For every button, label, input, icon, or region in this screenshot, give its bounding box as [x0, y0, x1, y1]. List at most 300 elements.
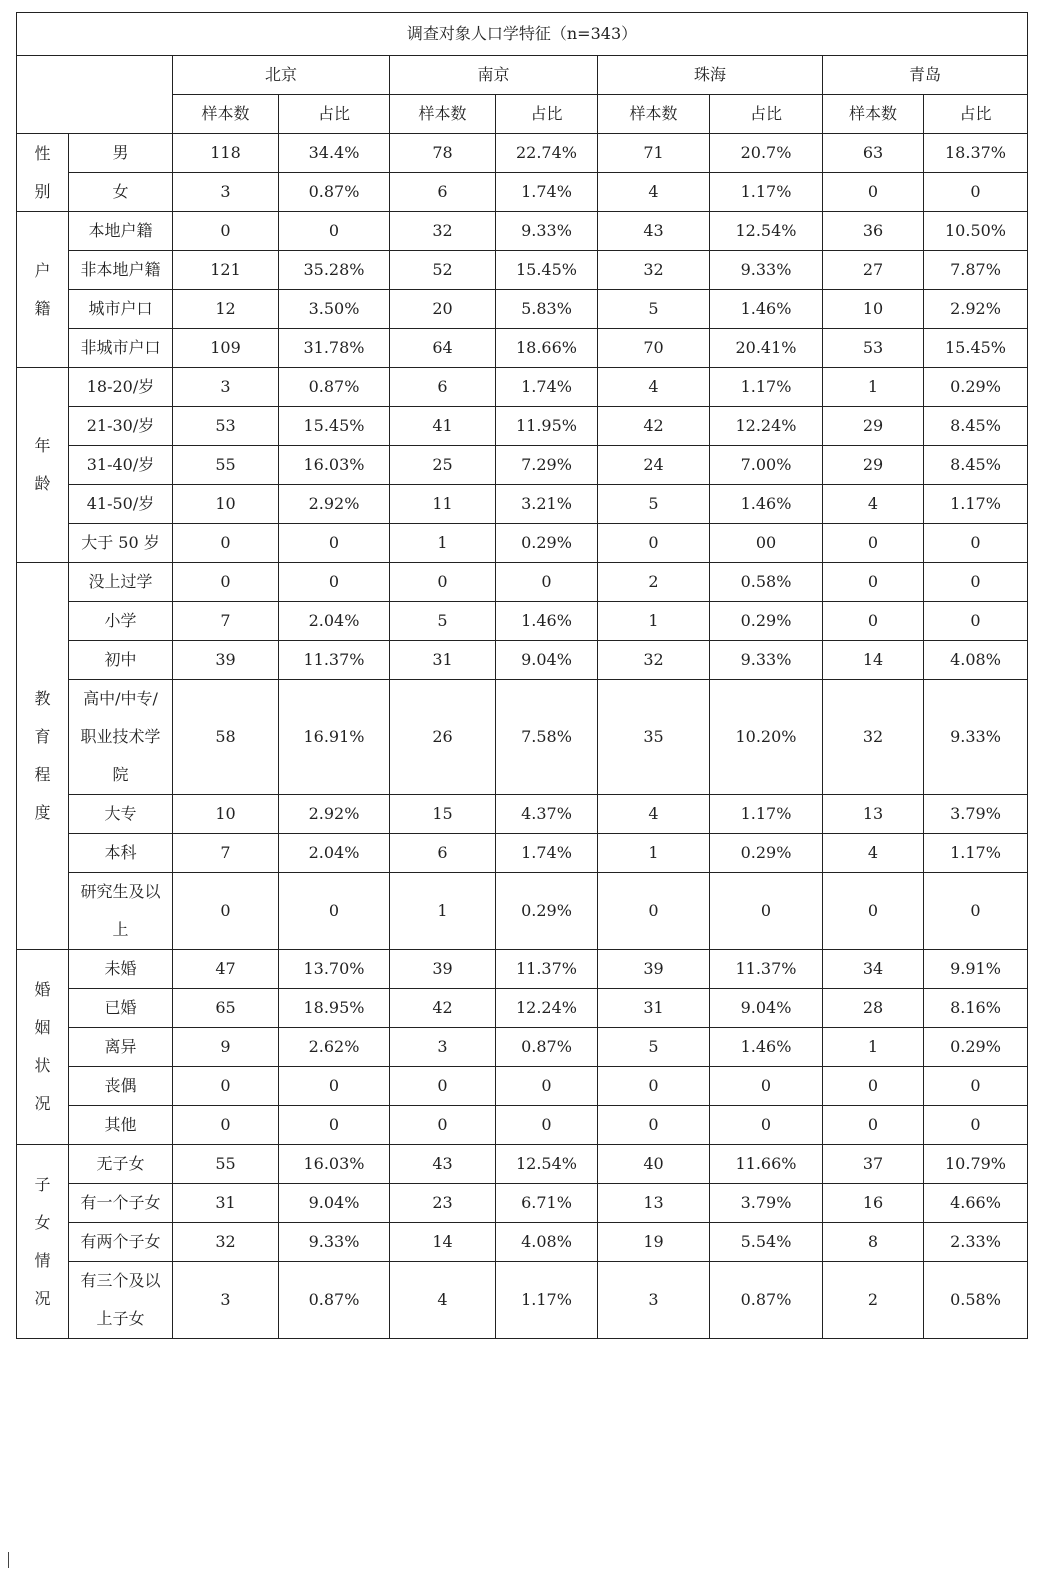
share-cell: 34.4%: [279, 134, 390, 173]
count-cell: 29: [823, 407, 924, 446]
city-header-nanjing: 南京: [390, 56, 598, 95]
share-cell: 9.33%: [710, 251, 823, 290]
subheader-share: 占比: [279, 95, 390, 134]
row-label: [69, 329, 173, 368]
count-cell: 39: [390, 950, 496, 989]
row-label-text: 本地户籍: [88, 221, 153, 240]
subheader-count: 样本数: [390, 95, 496, 134]
row-label-text: 没上过学: [88, 572, 153, 591]
table-row: [17, 989, 1028, 1028]
share-cell: 2.92%: [279, 795, 390, 834]
share-cell: 0: [924, 173, 1028, 212]
count-cell: 32: [598, 641, 710, 680]
share-cell: 15.45%: [496, 251, 598, 290]
count-cell: 0: [173, 212, 279, 251]
count-cell: 9: [173, 1028, 279, 1067]
row-label-text: 有一个子女: [80, 1193, 161, 1212]
subheader-share: 占比: [924, 95, 1028, 134]
row-label: [69, 950, 173, 989]
row-label: [69, 251, 173, 290]
count-cell: 0: [390, 563, 496, 602]
count-cell: 25: [390, 446, 496, 485]
share-cell: 16.03%: [279, 1145, 390, 1184]
share-cell: 0: [924, 873, 1028, 950]
count-cell: 4: [598, 368, 710, 407]
count-cell: 3: [173, 368, 279, 407]
count-cell: 3: [390, 1028, 496, 1067]
count-cell: 29: [823, 446, 924, 485]
count-cell: 0: [823, 563, 924, 602]
count-cell: 4: [598, 795, 710, 834]
share-cell: 3.79%: [710, 1184, 823, 1223]
table-row: [17, 950, 1028, 989]
count-cell: 64: [390, 329, 496, 368]
share-cell: 0.87%: [279, 1262, 390, 1339]
count-cell: 12: [173, 290, 279, 329]
count-cell: 2: [598, 563, 710, 602]
table-row: [17, 680, 1028, 795]
row-label: [69, 1145, 173, 1184]
count-cell: 15: [390, 795, 496, 834]
row-label: [69, 1184, 173, 1223]
share-cell: 0.87%: [710, 1262, 823, 1339]
row-label-text: 41-50/岁: [86, 494, 155, 513]
count-cell: 3: [173, 173, 279, 212]
count-cell: 14: [390, 1223, 496, 1262]
row-label: [69, 1262, 173, 1339]
demographics-table: [16, 12, 1028, 1339]
table-row: [17, 1223, 1028, 1262]
row-label-text: 有两个子女: [80, 1232, 161, 1251]
share-cell: 12.54%: [710, 212, 823, 251]
count-cell: 31: [173, 1184, 279, 1223]
row-label-text: 非本地户籍: [80, 260, 161, 279]
count-cell: 0: [823, 873, 924, 950]
count-cell: 3: [598, 1262, 710, 1339]
table-row: [17, 1184, 1028, 1223]
count-cell: 28: [823, 989, 924, 1028]
row-label-text: 初中: [104, 650, 137, 669]
share-cell: 8.45%: [924, 446, 1028, 485]
count-cell: 10: [823, 290, 924, 329]
count-cell: 0: [823, 173, 924, 212]
count-cell: 1: [598, 834, 710, 873]
share-cell: 0: [710, 1067, 823, 1106]
count-cell: 41: [390, 407, 496, 446]
count-cell: 0: [173, 873, 279, 950]
table-row: [17, 134, 1028, 173]
count-cell: 43: [390, 1145, 496, 1184]
share-cell: 0: [496, 563, 598, 602]
share-cell: 1.46%: [710, 485, 823, 524]
row-label: [69, 563, 173, 602]
count-cell: 1: [390, 524, 496, 563]
count-cell: 118: [173, 134, 279, 173]
share-cell: 1.46%: [496, 602, 598, 641]
row-label-text: 女: [112, 182, 129, 201]
count-cell: 40: [598, 1145, 710, 1184]
share-cell: 0: [496, 1106, 598, 1145]
count-cell: 19: [598, 1223, 710, 1262]
subheader-count: 样本数: [823, 95, 924, 134]
city-header-beijing: 北京: [173, 56, 390, 95]
share-cell: 11.37%: [496, 950, 598, 989]
share-cell: 4.66%: [924, 1184, 1028, 1223]
count-cell: 0: [390, 1106, 496, 1145]
share-cell: 10.50%: [924, 212, 1028, 251]
table-row: [17, 290, 1028, 329]
count-cell: 4: [823, 834, 924, 873]
share-cell: 10.79%: [924, 1145, 1028, 1184]
count-cell: 71: [598, 134, 710, 173]
share-cell: 16.91%: [279, 680, 390, 795]
share-cell: 0: [924, 563, 1028, 602]
count-cell: 53: [823, 329, 924, 368]
city-header-zhuhai: 珠海: [598, 56, 823, 95]
count-cell: 0: [173, 563, 279, 602]
row-label-text: 离异: [104, 1037, 137, 1056]
city-header-qingdao: 青岛: [823, 56, 1028, 95]
row-label: [69, 485, 173, 524]
count-cell: 24: [598, 446, 710, 485]
count-cell: 121: [173, 251, 279, 290]
count-cell: 55: [173, 446, 279, 485]
share-cell: 16.03%: [279, 446, 390, 485]
share-cell: 35.28%: [279, 251, 390, 290]
row-label: [69, 795, 173, 834]
row-label: [69, 1067, 173, 1106]
count-cell: 13: [823, 795, 924, 834]
row-label: [69, 834, 173, 873]
row-label-text: 男: [112, 143, 129, 162]
count-cell: 53: [173, 407, 279, 446]
count-cell: 0: [598, 873, 710, 950]
count-cell: 5: [598, 1028, 710, 1067]
row-label-text: 有三个及以上子女: [80, 1271, 161, 1328]
group-label: [17, 368, 69, 563]
share-cell: 18.95%: [279, 989, 390, 1028]
count-cell: 13: [598, 1184, 710, 1223]
row-label: [69, 680, 173, 795]
share-cell: 0: [710, 1106, 823, 1145]
share-cell: 2.92%: [924, 290, 1028, 329]
table-row: [17, 212, 1028, 251]
share-cell: 3.21%: [496, 485, 598, 524]
subheader-share: 占比: [710, 95, 823, 134]
row-label: [69, 602, 173, 641]
count-cell: 31: [390, 641, 496, 680]
share-cell: 0.29%: [924, 1028, 1028, 1067]
row-label-text: 未婚: [104, 959, 137, 978]
count-cell: 6: [390, 173, 496, 212]
share-cell: 7.58%: [496, 680, 598, 795]
count-cell: 32: [598, 251, 710, 290]
share-cell: 9.04%: [496, 641, 598, 680]
share-cell: 1.17%: [710, 795, 823, 834]
table-row: [17, 485, 1028, 524]
share-cell: 0.58%: [924, 1262, 1028, 1339]
row-label-text: 城市户口: [88, 299, 153, 318]
count-cell: 109: [173, 329, 279, 368]
share-cell: 9.33%: [496, 212, 598, 251]
count-cell: 23: [390, 1184, 496, 1223]
count-cell: 1: [598, 602, 710, 641]
count-cell: 34: [823, 950, 924, 989]
subheader-count: 样本数: [173, 95, 279, 134]
group-label: [17, 212, 69, 368]
count-cell: 4: [598, 173, 710, 212]
share-cell: 1.74%: [496, 173, 598, 212]
row-label-text: 18-20/岁: [86, 377, 155, 396]
group-label-text: 教育程度: [34, 689, 51, 822]
count-cell: 20: [390, 290, 496, 329]
share-cell: 1.74%: [496, 368, 598, 407]
share-cell: 0: [496, 1067, 598, 1106]
title-row: [17, 13, 1028, 56]
table-row: [17, 602, 1028, 641]
share-cell: 18.66%: [496, 329, 598, 368]
share-cell: 11.95%: [496, 407, 598, 446]
table-row: [17, 563, 1028, 602]
share-cell: 1.17%: [924, 485, 1028, 524]
share-cell: 5.83%: [496, 290, 598, 329]
share-cell: 12.54%: [496, 1145, 598, 1184]
share-cell: 8.45%: [924, 407, 1028, 446]
share-cell: 0: [279, 1106, 390, 1145]
share-cell: 1.17%: [710, 173, 823, 212]
row-label: [69, 407, 173, 446]
count-cell: 52: [390, 251, 496, 290]
text-cursor: [8, 1552, 9, 1568]
share-cell: 0: [279, 524, 390, 563]
table-body: [17, 13, 1028, 1339]
share-cell: 0.87%: [279, 368, 390, 407]
row-label-text: 非城市户口: [80, 338, 161, 357]
share-cell: 00: [710, 524, 823, 563]
share-cell: 4.08%: [924, 641, 1028, 680]
group-label-text: 婚姻状况: [34, 980, 51, 1113]
share-cell: 0: [924, 524, 1028, 563]
count-cell: 1: [823, 368, 924, 407]
table-row: [17, 251, 1028, 290]
row-label-text: 31-40/岁: [86, 455, 155, 474]
row-label: [69, 1223, 173, 1262]
table-row: [17, 873, 1028, 950]
group-label-text: 户籍: [34, 260, 51, 318]
count-cell: 27: [823, 251, 924, 290]
share-cell: 7.00%: [710, 446, 823, 485]
count-cell: 3: [173, 1262, 279, 1339]
share-cell: 12.24%: [710, 407, 823, 446]
count-cell: 0: [823, 602, 924, 641]
share-cell: 7.29%: [496, 446, 598, 485]
row-label: [69, 446, 173, 485]
share-cell: 2.33%: [924, 1223, 1028, 1262]
city-header-row: [17, 56, 1028, 95]
table-row: [17, 834, 1028, 873]
row-label-text: 高中/中专/职业技术学院: [80, 689, 161, 784]
group-label: [17, 950, 69, 1145]
share-cell: 9.91%: [924, 950, 1028, 989]
table-row: [17, 329, 1028, 368]
count-cell: 65: [173, 989, 279, 1028]
count-cell: 58: [173, 680, 279, 795]
row-label-text: 其他: [104, 1115, 137, 1134]
share-cell: 31.78%: [279, 329, 390, 368]
share-cell: 0.58%: [710, 563, 823, 602]
count-cell: 78: [390, 134, 496, 173]
share-cell: 9.04%: [710, 989, 823, 1028]
share-cell: 1.17%: [924, 834, 1028, 873]
table-row: [17, 1067, 1028, 1106]
share-cell: 0.87%: [496, 1028, 598, 1067]
count-cell: 0: [823, 524, 924, 563]
share-cell: 2.04%: [279, 602, 390, 641]
share-cell: 0.87%: [279, 173, 390, 212]
count-cell: 55: [173, 1145, 279, 1184]
count-cell: 6: [390, 368, 496, 407]
count-cell: 32: [173, 1223, 279, 1262]
share-cell: 0.29%: [710, 602, 823, 641]
count-cell: 35: [598, 680, 710, 795]
table-row: [17, 1262, 1028, 1339]
count-cell: 0: [598, 1106, 710, 1145]
row-label: [69, 134, 173, 173]
count-cell: 5: [598, 290, 710, 329]
table-row: [17, 641, 1028, 680]
share-cell: 11.66%: [710, 1145, 823, 1184]
share-cell: 0: [924, 602, 1028, 641]
count-cell: 39: [598, 950, 710, 989]
count-cell: 37: [823, 1145, 924, 1184]
count-cell: 6: [390, 834, 496, 873]
table-row: [17, 1145, 1028, 1184]
group-label-text: 年龄: [34, 436, 51, 493]
share-cell: 0.29%: [496, 524, 598, 563]
table-title: 调查对象人口学特征（n=343）: [17, 13, 1028, 56]
table-row: [17, 524, 1028, 563]
count-cell: 11: [390, 485, 496, 524]
share-cell: 0: [279, 1067, 390, 1106]
count-cell: 10: [173, 485, 279, 524]
share-cell: 9.33%: [924, 680, 1028, 795]
share-cell: 22.74%: [496, 134, 598, 173]
row-label: [69, 173, 173, 212]
count-cell: 14: [823, 641, 924, 680]
share-cell: 10.20%: [710, 680, 823, 795]
share-cell: 3.50%: [279, 290, 390, 329]
row-label-text: 大于 50 岁: [81, 533, 160, 552]
share-cell: 0: [924, 1106, 1028, 1145]
count-cell: 26: [390, 680, 496, 795]
count-cell: 7: [173, 834, 279, 873]
count-cell: 1: [823, 1028, 924, 1067]
table-row: [17, 1028, 1028, 1067]
count-cell: 1: [390, 873, 496, 950]
row-label: [69, 212, 173, 251]
share-cell: 4.08%: [496, 1223, 598, 1262]
count-cell: 43: [598, 212, 710, 251]
share-cell: 20.7%: [710, 134, 823, 173]
group-label: [17, 134, 69, 212]
subheader-share: 占比: [496, 95, 598, 134]
share-cell: 2.04%: [279, 834, 390, 873]
count-cell: 0: [823, 1106, 924, 1145]
row-label-text: 本科: [104, 843, 137, 862]
share-cell: 0: [710, 873, 823, 950]
row-label: [69, 641, 173, 680]
row-label: [69, 290, 173, 329]
count-cell: 39: [173, 641, 279, 680]
share-cell: 1.46%: [710, 1028, 823, 1067]
row-label: [69, 368, 173, 407]
table-row: [17, 407, 1028, 446]
table-row: [17, 368, 1028, 407]
share-cell: 1.46%: [710, 290, 823, 329]
count-cell: 0: [173, 524, 279, 563]
share-cell: 0: [279, 212, 390, 251]
count-cell: 0: [390, 1067, 496, 1106]
count-cell: 4: [390, 1262, 496, 1339]
row-label-text: 大专: [104, 804, 137, 823]
share-cell: 0: [924, 1067, 1028, 1106]
table-row: [17, 173, 1028, 212]
share-cell: 11.37%: [279, 641, 390, 680]
count-cell: 70: [598, 329, 710, 368]
count-cell: 47: [173, 950, 279, 989]
row-label: [69, 989, 173, 1028]
count-cell: 0: [173, 1067, 279, 1106]
share-cell: 3.79%: [924, 795, 1028, 834]
row-label: [69, 1028, 173, 1067]
row-label-text: 丧偶: [104, 1076, 137, 1095]
share-cell: 9.33%: [710, 641, 823, 680]
share-cell: 5.54%: [710, 1223, 823, 1262]
share-cell: 0: [279, 873, 390, 950]
share-cell: 11.37%: [710, 950, 823, 989]
count-cell: 0: [173, 1106, 279, 1145]
count-cell: 5: [390, 602, 496, 641]
share-cell: 0.29%: [496, 873, 598, 950]
count-cell: 8: [823, 1223, 924, 1262]
table-row: [17, 446, 1028, 485]
count-cell: 16: [823, 1184, 924, 1223]
row-label-text: 已婚: [104, 998, 137, 1017]
share-cell: 7.87%: [924, 251, 1028, 290]
row-label: [69, 1106, 173, 1145]
count-cell: 42: [390, 989, 496, 1028]
count-cell: 10: [173, 795, 279, 834]
count-cell: 5: [598, 485, 710, 524]
share-cell: 0.29%: [710, 834, 823, 873]
count-cell: 42: [598, 407, 710, 446]
row-label: [69, 873, 173, 950]
row-label: [69, 524, 173, 563]
share-cell: 9.04%: [279, 1184, 390, 1223]
share-cell: 2.92%: [279, 485, 390, 524]
share-cell: 1.74%: [496, 834, 598, 873]
share-cell: 13.70%: [279, 950, 390, 989]
count-cell: 36: [823, 212, 924, 251]
share-cell: 1.17%: [710, 368, 823, 407]
group-label-text: 性别: [34, 143, 51, 201]
count-cell: 7: [173, 602, 279, 641]
share-cell: 6.71%: [496, 1184, 598, 1223]
subheader-count: 样本数: [598, 95, 710, 134]
count-cell: 4: [823, 485, 924, 524]
share-cell: 9.33%: [279, 1223, 390, 1262]
count-cell: 32: [823, 680, 924, 795]
